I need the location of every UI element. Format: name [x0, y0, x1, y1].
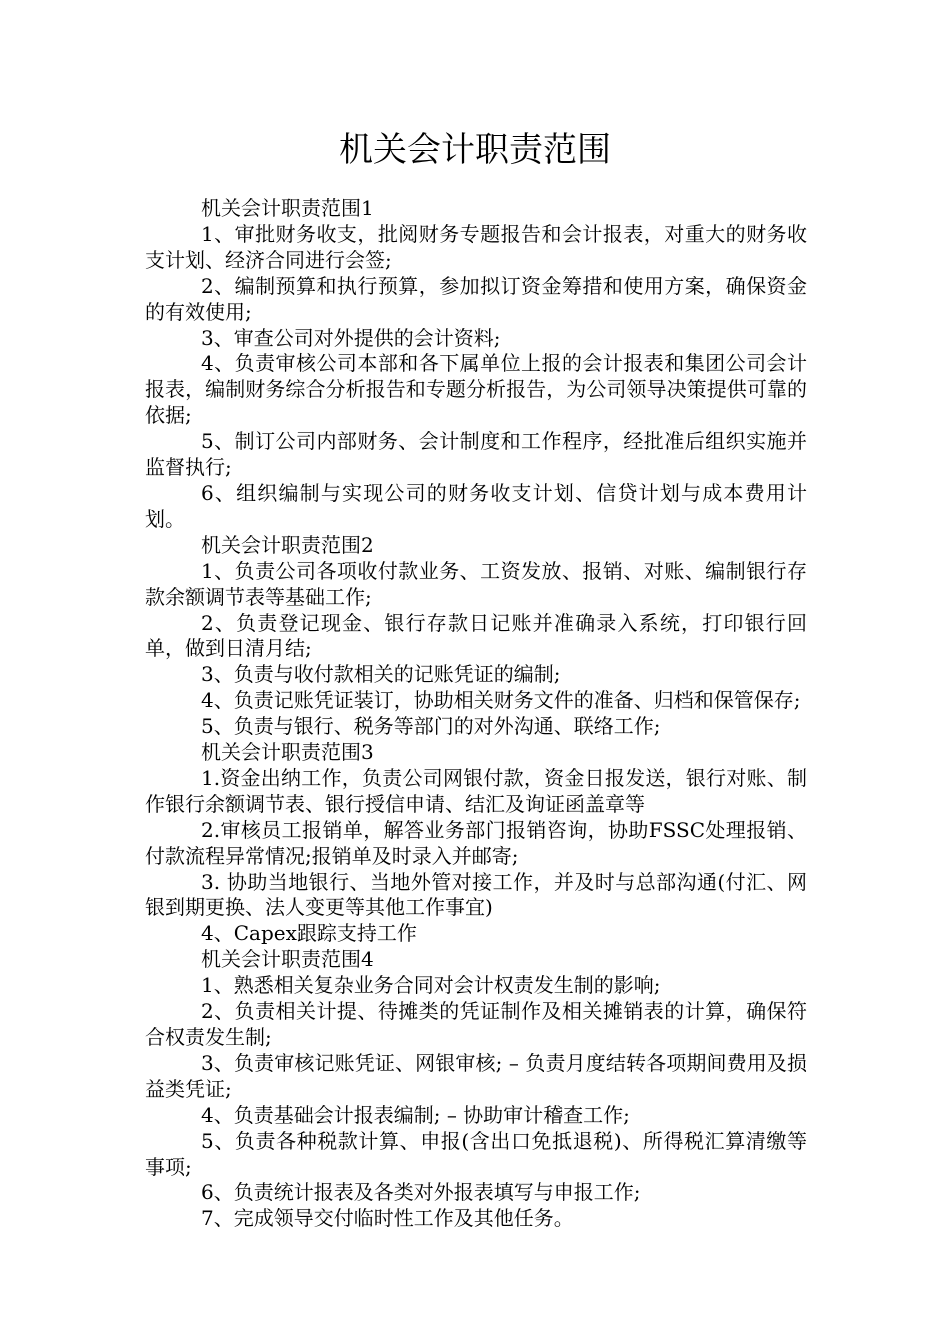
list-item: 4、负责基础会计报表编制; – 协助审计稽查工作;: [201, 1102, 630, 1127]
list-item: 1、负责公司各项收付款业务、工资发放、报销、对账、编制银行存款余额调节表等基础工作;: [145, 558, 807, 609]
list-item: 2、编制预算和执行预算，参加拟订资金筹措和使用方案，确保资金的有效使用;: [145, 273, 807, 324]
list-item: 7、完成领导交付临时性工作及其他任务。: [201, 1206, 574, 1231]
section-heading: 机关会计职责范围4: [201, 947, 374, 972]
list-item: 5、负责各种税款计算、申报(含出口免抵退税)、所得税汇算清缴等事项;: [145, 1128, 807, 1179]
list-item: 6、负责统计报表及各类对外报表填写与申报工作;: [201, 1180, 641, 1205]
section-heading: 机关会计职责范围3: [201, 740, 374, 765]
list-item: 1.资金出纳工作，负责公司网银付款，资金日报发送，银行对账、制作银行余额调节表、银行授信申请、结汇及询证函盖章等: [145, 765, 807, 816]
list-item: 3、负责审核记账凭证、网银审核; – 负责月度结转各项期间费用及损益类凭证;: [145, 1050, 807, 1101]
list-item: 6、组织编制与实现公司的财务收支计划、信贷计划与成本费用计划。: [145, 480, 807, 531]
document-title: 机关会计职责范围: [339, 130, 611, 170]
list-item: 4、负责审核公司本部和各下属单位上报的会计报表和集团公司会计报表，编制财务综合分析报告和专题分析报告，为公司领导决策提供可靠的依据;: [145, 351, 807, 428]
list-item: 2、负责登记现金、银行存款日记账并准确录入系统，打印银行回单，做到日清月结;: [145, 610, 807, 661]
section-heading: 机关会计职责范围2: [201, 532, 374, 557]
list-item: 2.审核员工报销单，解答业务部门报销咨询，协助FSSC处理报销、付款流程异常情况;报销单及时录入并邮寄;: [145, 817, 807, 868]
list-item: 5、负责与银行、税务等部门的对外沟通、联络工作;: [201, 714, 661, 739]
document-body: [145, 196, 807, 1232]
list-item: 3、负责与收付款相关的记账凭证的编制;: [201, 662, 561, 687]
list-item: 5、制订公司内部财务、会计制度和工作程序，经批准后组织实施并监督执行;: [145, 429, 807, 480]
list-item: 2、负责相关计提、待摊类的凭证制作及相关摊销表的计算，确保符合权责发生制;: [145, 999, 807, 1049]
list-item: 3、审查公司对外提供的会计资料;: [201, 325, 501, 350]
section-heading: 机关会计职责范围1: [201, 196, 374, 220]
list-item: 4、负责记账凭证装订，协助相关财务文件的准备、归档和保管保存;: [201, 688, 801, 713]
list-item: 1、审批财务收支，批阅财务专题报告和会计报表，对重大的财务收支计划、经济合同进行会签;: [145, 221, 807, 272]
list-item: 3. 协助当地银行、当地外管对接工作，并及时与总部沟通(付汇、网银到期更换、法人变更等其他工作事宜): [145, 869, 807, 920]
list-item: 1、熟悉相关复杂业务合同对会计权责发生制的影响;: [201, 973, 661, 998]
list-item: 4、Capex跟踪支持工作: [201, 921, 417, 946]
